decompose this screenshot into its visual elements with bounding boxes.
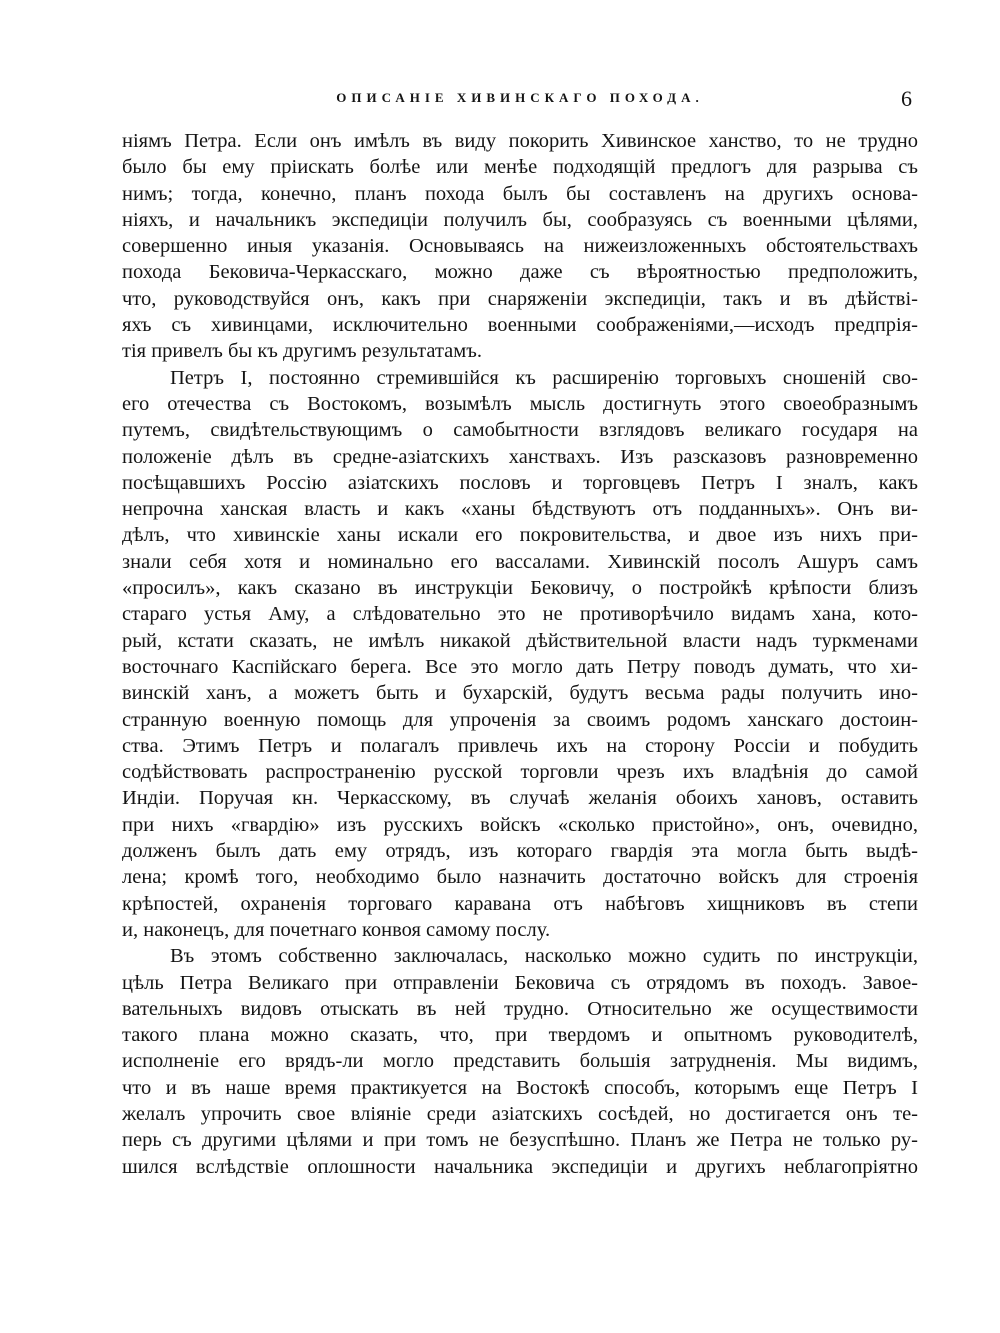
text-line: похода Бековича-Черкасскаго, можно даже съ вѣроятностью предположить, xyxy=(122,261,918,284)
paragraph-2 xyxy=(122,365,918,944)
text-line: исполненіе его врядъ-ли могло представить большія затрудненія. Мы видимъ, xyxy=(122,1050,918,1073)
text-line: лена; кромѣ того, необходимо было назначить достаточно войскъ для строенія xyxy=(122,866,918,889)
text-line: ніямъ Петра. Если онъ имѣлъ въ виду покорить Хивинское ханство, то не трудно xyxy=(122,130,918,152)
text-line: его отечества съ Востокомъ, возымѣлъ мысль достигнуть этого своеобразнымъ xyxy=(122,392,918,415)
running-title: ОПИСАНІЕ ХИВИНСКАГО ПОХОДА. xyxy=(336,90,704,105)
text-line: что и въ наше время практикуется на Востокѣ способъ, которымъ еще Петръ I xyxy=(122,1076,918,1099)
text-line: крѣпостей, охраненія торговаго каравана отъ набѣговъ хищниковъ въ степи xyxy=(122,892,918,915)
text-line: знали себя хотя и номинально его вассалами. Хивинскій посолъ Ашуръ самъ xyxy=(122,550,918,573)
text-line: ніяхъ, и начальникъ экспедиціи получилъ бы, сообразуясь съ военными цѣлями, xyxy=(122,208,918,231)
text-line: было бы ему пріискать болѣе или менѣе подходящій предлогъ для разрыва съ xyxy=(122,156,918,179)
text-line: нимъ; тогда, конечно, планъ похода былъ бы составленъ на другихъ основа- xyxy=(122,182,918,205)
paragraph-3 xyxy=(122,943,918,1180)
text-line: яхъ съ хивинцами, исключительно военными соображеніями,—исходъ предпрія- xyxy=(122,314,918,337)
text-line: совершенно иныя указанія. Основываясь на нижеизложенныхъ обстоятельствахъ xyxy=(122,235,918,258)
text-line: цѣль Петра Великаго при отправленіи Бековича съ отрядомъ въ походъ. Завое- xyxy=(122,971,918,994)
text-line: рый, кстати сказать, не имѣлъ никакой дѣйствительной власти надъ туркменами xyxy=(122,629,918,652)
text-line: при нихъ «гвардію» изъ русскихъ войскъ «сколько пристойно», онъ, очевидно, xyxy=(122,813,918,836)
text-line: такого плана можно сказать, что, при твердомъ и опытномъ руководителѣ, xyxy=(122,1024,918,1047)
text-line: восточнаго Каспійскаго берега. Все это могло дать Петру поводъ думать, что хи- xyxy=(122,655,918,678)
text-line: дѣлъ, что хивинскіе ханы искали его покровительства, и двое изъ нихъ при- xyxy=(122,524,918,547)
text-line: непрочна ханская власть и какъ «ханы бѣдствуютъ отъ подданныхъ». Онъ ви- xyxy=(122,498,918,521)
body-text xyxy=(122,128,918,1180)
text-line: странную военную помощь для упроченія за своимъ родомъ ханскаго достоин- xyxy=(122,708,918,731)
text-line: содѣйствовать распространенію русской торговли чрезъ ихъ владѣнія до самой xyxy=(122,761,918,784)
text-line: шился вслѣдствіе оплошности начальника экспедиціи и другихъ неблагопріятно xyxy=(122,1155,918,1178)
text-line: вательныхъ видовъ отыскать въ ней трудно. Относительно же осуществимости xyxy=(122,997,918,1020)
text-line: винскій ханъ, а можетъ быть и бухарскій, будутъ весьма рады получить ино- xyxy=(122,682,918,705)
text-line: ства. Этимъ Петръ и полагалъ привлечь ихъ на сторону Россіи и побудить xyxy=(122,734,918,757)
page-number: 6 xyxy=(901,86,912,111)
page-header xyxy=(122,86,918,116)
text-line: путемъ, свидѣтельствующимъ о самобытности взглядовъ великаго государя на xyxy=(122,419,918,442)
text-line: Петръ I, постоянно стремившійся къ расширенію торговыхъ сношеній сво- xyxy=(170,366,918,389)
text-line: что, руководствуйся онъ, какъ при снаряженіи экспедиціи, такъ и въ дѣйстві- xyxy=(122,287,918,310)
text-line: и, наконецъ, для почетнаго конвоя самому послу. xyxy=(122,918,551,941)
text-line: Въ этомъ собственно заключалась, насколько можно судить по инструкціи, xyxy=(170,945,918,968)
text-line: долженъ былъ дать ему отрядъ, изъ котораго гвардія эта могла быть выдѣ- xyxy=(122,840,918,863)
paragraph-1 xyxy=(122,128,918,365)
text-line: стараго устья Аму, а слѣдовательно это не противорѣчило видамъ хана, кото- xyxy=(122,603,918,626)
text-line: перь съ другими цѣлями и при томъ не безуспѣшно. Планъ же Петра не только ру- xyxy=(122,1129,918,1152)
text-line: желалъ упрочить свое вліяніе среди азіатскихъ сосѣдей, но достигается онъ те- xyxy=(122,1102,918,1125)
text-line: положеніе дѣлъ въ средне-азіатскихъ ханствахъ. Изъ разсказовъ разновременно xyxy=(122,445,918,468)
text-line: тія привелъ бы къ другимъ результатамъ. xyxy=(122,340,482,363)
text-line: Индіи. Поручая кн. Черкасскому, въ случаѣ желанія обоихъ хановъ, оставить xyxy=(122,787,918,810)
text-line: посѣщавшихъ Россію азіатскихъ пословъ и торговцевъ Петръ I зналъ, какъ xyxy=(122,471,918,494)
text-line: «просилъ», какъ сказано въ инструкціи Бековичу, о постройкѣ крѣпости близъ xyxy=(122,577,918,600)
